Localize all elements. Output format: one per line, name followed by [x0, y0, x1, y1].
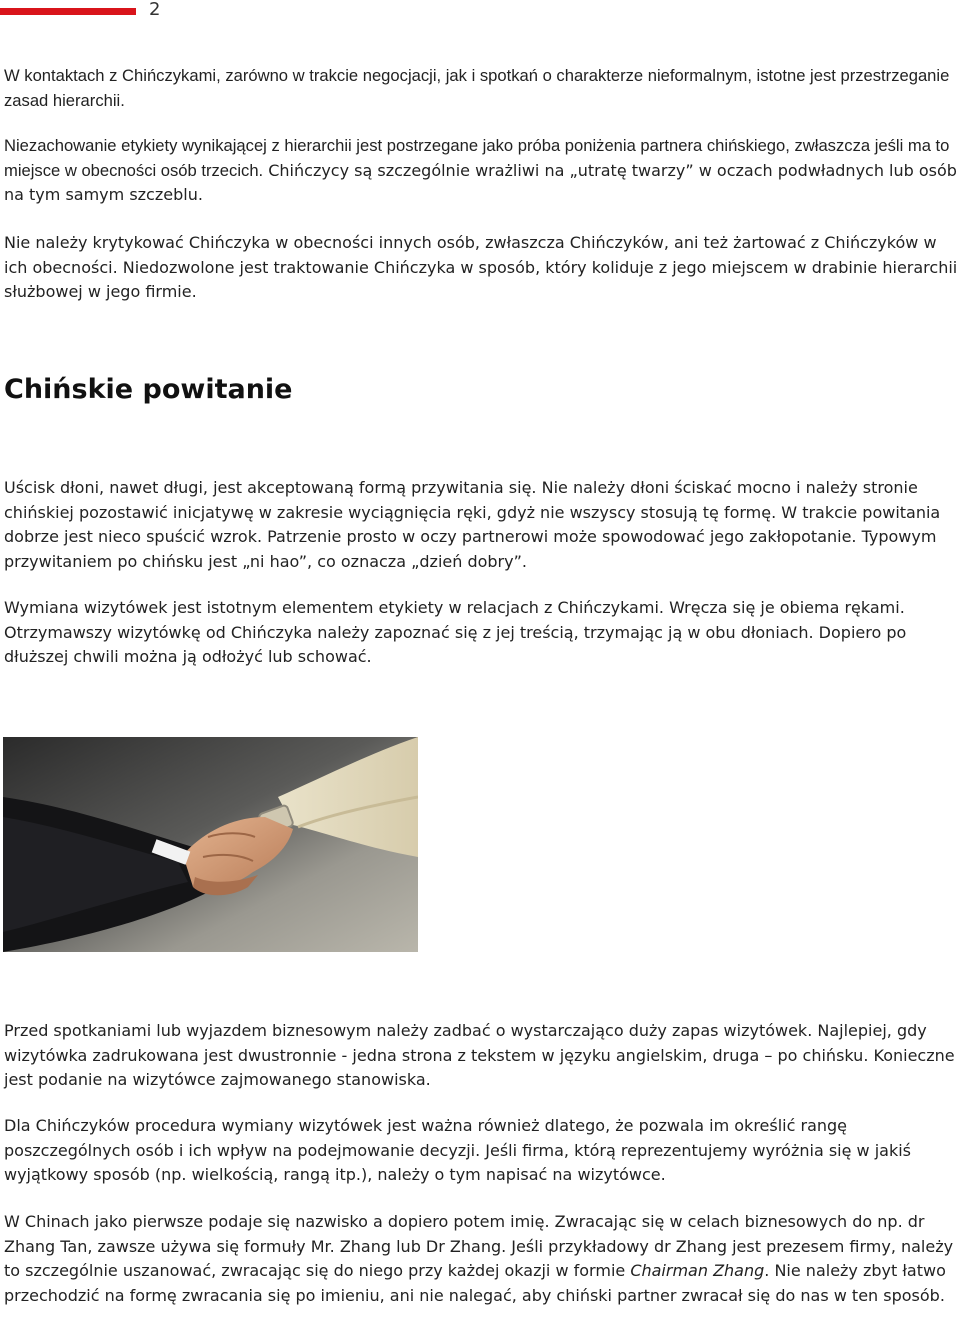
- paragraph-names: [4, 1210, 959, 1308]
- paragraph-etiquette: [4, 134, 959, 208]
- paragraph-card-supply: Przed spotkaniami lub wyjazdem biznesowym należy zadbać o wystarczająco duży zapas wizytówek. Najlepiej, gdy wizytówka zadrukowana jest dwustronnie - jedna strona z tekstem w języku angielskim, druga – po chińsku. Konieczne jest podanie na wizytówce zajmowanego stanowiska.: [4, 1021, 955, 1089]
- chairman-zhang-italic: Chairman Zhang: [630, 1261, 765, 1280]
- paragraph-names-part2: . Nie należy zbyt łatwo przechodzić na formę zwracania się po imieniu, ani nie nalegać, aby chiński partner zwracał się do nas w ten sposób.: [4, 1261, 946, 1305]
- paragraph-etiquette-part2: Chińczycy są szczególnie wrażliwi na „utratę twarzy” w oczach podwładnych lub osób na tym samym szczeblu.: [4, 160, 957, 204]
- paragraph-criticism: [4, 231, 959, 305]
- page-number: 2: [149, 0, 161, 20]
- paragraph-criticism-part2: Niedozwolone jest traktowanie Chińczyka w sposób, który koliduje z jego miejscem w drabinie hierarchii służbowej w jego firmie.: [4, 257, 958, 301]
- paragraph-etiquette-part1: Niezachowanie etykiety wynikającej z hierarchii jest postrzegane jako próba poniżenia partnera chińskiego, zwłaszcza jeśli ma to miejsce w obecności osób trzecich.: [4, 136, 950, 180]
- handshake-photo: [3, 737, 418, 952]
- paragraph-handshake: Uścisk dłoni, nawet długi, jest akceptowaną formą przywitania się. Nie należy dłoni ściskać mocno i należy stronie chińskiej pozostawić inicjatywę w zakresie wyciągnięcia ręki, gdyż nie wszyscy stosują tę formę. W trakcie powitania dobrze jest nieco spuścić wzrok. Patrzenie prosto w oczy partnerowi może spowodować jego zakłopotanie. Typowym przywitaniem po chińsku jest „ni hao”, co oznacza „dzień dobry”.: [4, 478, 941, 571]
- paragraph-hierarchy-intro: W kontaktach z Chińczykami, zarówno w trakcie negocjacji, jak i spotkań o charakterze nieformalnym, istotne jest przestrzeganie zasad hierarchii.: [4, 66, 950, 110]
- header-accent-bar: [0, 8, 136, 15]
- paragraph-card-procedure: Dla Chińczyków procedura wymiany wizytówek jest ważna również dlatego, że pozwala im określić rangę poszczególnych osób i ich wpływ na podejmowanie decyzji. Jeśli firma, którą reprezentujemy wyróżnia się w jakiś wyjątkowy sposób (np. wielkością, rangą itp.), należy o tym napisać na wizytówce.: [4, 1116, 912, 1184]
- paragraph-names-part1: W Chinach jako pierwsze podaje się nazwisko a dopiero potem imię. Zwracając się w celach biznesowych do np. dr Zhang Tan, zawsze używa się formuły Mr. Zhang lub Dr Zhang. Jeśli przykładowy dr Zhang jest prezesem firmy, należy to szczególnie uszanować, zwracając się do niego przy każdej okazji w formie: [4, 1212, 954, 1280]
- paragraph-business-cards: Wymiana wizytówek jest istotnym elementem etykiety w relacjach z Chińczykami. Wręcza się je obiema rękami. Otrzymawszy wizytówkę od Chińczyka należy zapoznać się z jej treścią, trzymając ją w obu dłoniach. Dopiero po dłuższej chwili można ją odłożyć lub schować.: [4, 598, 907, 666]
- section-heading-greeting: Chińskie powitanie: [4, 374, 293, 405]
- paragraph-criticism-part1: Nie należy krytykować Chińczyka w obecności innych osób, zwłaszcza Chińczyków, ani też żartować z Chińczyków w ich obecności.: [4, 233, 937, 277]
